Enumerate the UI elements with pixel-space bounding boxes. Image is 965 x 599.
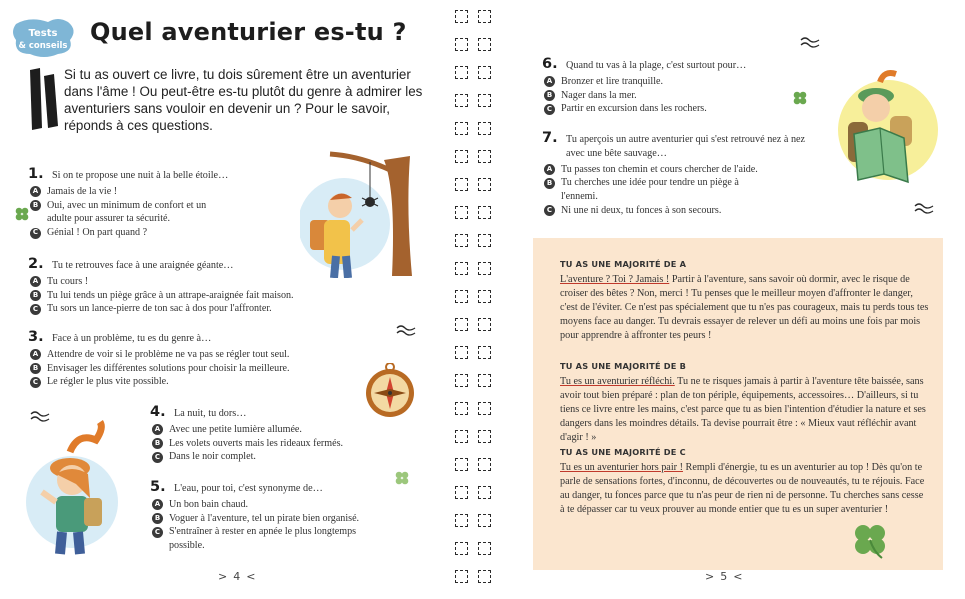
answer-a[interactable] [28,185,293,199]
answer-c[interactable] [28,226,293,240]
tests-conseils-badge [10,14,80,64]
checkbox[interactable] [478,542,491,555]
checkbox[interactable] [478,346,491,359]
checkbox[interactable] [455,486,468,499]
answer-text: Tu lui tends un piège grâce à un attrape-araignée fait maison. [47,289,294,301]
answer-letter: C [30,377,41,388]
answer-text: Attendre de voir si le problème ne va pas se régler tout seul. [47,348,290,360]
checkbox[interactable] [478,374,491,387]
page-title: Quel aventurier es-tu ? [90,18,407,46]
answer-c[interactable] [150,450,420,464]
answer-text: Dans le noir complet. [169,451,256,463]
answer-c[interactable] [542,204,822,218]
checkbox[interactable] [455,234,468,247]
question-number: 2. [28,256,44,272]
question-number: 1. [28,166,44,182]
answer-text: Nager dans la mer. [561,89,637,101]
checkbox[interactable] [455,458,468,471]
answer-text: Envisager les différentes solutions pour choisir la meilleure. [47,362,290,374]
arrow-left-icon: < [733,570,743,583]
answer-b[interactable] [150,437,420,451]
answer-c[interactable] [28,375,358,389]
quote-mark-icon [26,66,62,134]
answer-b[interactable] [28,289,358,303]
badge-line2: & conseils [18,41,68,51]
answer-text: Tu passes ton chemin et cours chercher de l'aide. [561,163,758,175]
answer-a[interactable] [150,498,415,512]
checkbox[interactable] [455,318,468,331]
answer-text: Oui, avec un minimum de confort et un adulte pour assurer ta sécurité. [47,199,207,225]
answer-letter: A [152,424,163,435]
answer-letter: B [30,200,41,211]
page-number: 5 [720,570,728,583]
checkbox[interactable] [478,318,491,331]
answer-letter: B [30,290,41,301]
checkbox[interactable] [455,374,468,387]
checkbox[interactable] [478,458,491,471]
checkbox[interactable] [455,10,468,23]
answer-a[interactable] [542,163,822,177]
question-text: Tu te retrouves face à une araignée géante… [52,260,234,271]
result-lead: L'aventure ? Toi ? Jamais ! [560,273,670,285]
checkbox[interactable] [455,290,468,303]
question-1 [28,168,293,240]
checkbox[interactable] [455,570,468,583]
answer-letter: A [152,499,163,510]
waves-icon [396,324,416,336]
checkbox[interactable] [455,178,468,191]
answer-b[interactable] [28,199,293,227]
answer-text: Ni une ni deux, tu fonces à son secours. [561,204,722,216]
result-heading: TU AS UNE MAJORITÉ DE C [560,447,686,457]
answer-letter: B [544,90,555,101]
answer-c[interactable] [542,102,802,116]
result-a [560,258,930,342]
checkbox[interactable] [478,178,491,191]
answer-text: S'entraîner à rester en apnée le plus longtemps possible. [169,526,357,552]
answer-letter: B [30,363,41,374]
answer-a[interactable] [28,348,358,362]
checkbox[interactable] [478,206,491,219]
answer-c[interactable] [28,302,358,316]
question-number: 5. [150,479,166,495]
question-2 [28,258,358,316]
question-3 [28,331,358,389]
checkbox[interactable] [478,514,491,527]
checkbox[interactable] [455,402,468,415]
waves-icon [800,36,820,48]
checkbox[interactable] [455,206,468,219]
result-heading: TU AS UNE MAJORITÉ DE B [560,361,687,371]
answer-letter: C [30,304,41,315]
answer-text: Les volets ouverts mais les rideaux fermés. [169,437,344,449]
answer-letter: C [152,452,163,463]
answer-letter: C [544,205,555,216]
question-4 [150,406,420,464]
result-lead: Tu es un aventurier réfléchi. [560,375,675,387]
checkbox[interactable] [455,514,468,527]
girl-illustration [20,418,122,556]
answer-text: Un bon bain chaud. [169,498,249,510]
checkbox[interactable] [478,234,491,247]
boy-with-map-illustration [830,68,940,188]
question-text: La nuit, tu dors… [174,408,247,419]
question-text: Tu aperçois un autre aventurier qui s'est retrouvé nez à nez avec une bête sauvage… [566,134,806,159]
arrow-left-icon: < [246,570,256,583]
answer-b[interactable] [28,362,358,376]
answer-letter: A [544,164,555,175]
answer-text: Partir en excursion dans les rochers. [561,103,707,115]
page-number-left [218,570,255,583]
answer-text: Voguer à l'aventure, tel un pirate bien organisé. [169,512,360,524]
page-number-right [705,570,742,583]
result-heading: TU AS UNE MAJORITÉ DE A [560,259,687,269]
answer-letter: C [152,527,163,538]
checkbox[interactable] [455,262,468,275]
checkbox[interactable] [455,542,468,555]
result-b [560,360,930,444]
checkbox[interactable] [455,94,468,107]
answer-letter: C [30,228,41,239]
answer-c[interactable] [150,525,415,553]
question-number: 6. [542,56,558,72]
checkbox[interactable] [455,150,468,163]
answer-letter: B [152,438,163,449]
question-7 [542,132,822,218]
arrow-right-icon: > [218,570,228,583]
answer-letter: B [152,513,163,524]
answer-text: Génial ! On part quand ? [47,227,148,239]
result-lead: Tu es un aventurier hors pair ! [560,461,683,473]
answer-text: Bronzer et lire tranquille. [561,75,664,87]
checkbox[interactable] [455,430,468,443]
checkbox[interactable] [478,10,491,23]
checkbox[interactable] [478,486,491,499]
answer-text: Jamais de la vie ! [47,185,118,197]
result-text: Tu ne te risques jamais à partir à l'aventure tête baissée, sans avoir tout bien préparé : plan de ton périple, équipements, accessoires… D'ailleurs, si tu tiens ce livre entre les mains, c'est parce que tu as bien l'intention d'étudier la nature et ses dangers dans les moindres détails. Ta devise pourrait être : « Mieux vaut réfléchir avant d'agir ! » [560,375,926,443]
answer-text: Tu cherches une idée pour tendre un piège à l'ennemi. [561,177,739,203]
page-number: 4 [233,570,241,583]
answer-letter: A [30,186,41,197]
answer-text: Tu cours ! [47,275,89,287]
checkbox[interactable] [455,346,468,359]
answer-letter: A [544,76,555,87]
question-number: 3. [28,329,44,345]
answer-letter: B [544,178,555,189]
checkbox[interactable] [478,570,491,583]
badge-line1: Tests [28,28,58,39]
checkbox[interactable] [455,122,468,135]
answer-b[interactable] [542,89,802,103]
question-text: L'eau, pour toi, c'est synonyme de… [174,483,323,494]
answer-a[interactable] [542,75,802,89]
question-5 [150,481,415,553]
answer-letter: A [30,349,41,360]
checkbox[interactable] [478,38,491,51]
answer-letter: C [544,104,555,115]
checkbox[interactable] [478,122,491,135]
checkbox[interactable] [478,290,491,303]
answer-a[interactable] [28,275,358,289]
question-text: Quand tu vas à la plage, c'est surtout pour… [566,60,747,71]
result-c [560,446,930,517]
result-text: Partir à l'aventure, sans savoir où dormir, avec le risque de croiser des bêtes ? Non, merci ! Tu penses que le meilleur moyen d'affronter le danger, c'est de l'éviter. Ce n'est pas spécialement que tu n'es pas courageux, mais tu perds tous tes moyens face au danger. Tu devrais essayer de relever un défi au moins une fois par mois pour apprendre à affronter tes peurs ! [560,273,929,341]
clover-icon [850,520,890,560]
checkbox[interactable] [478,430,491,443]
answer-b[interactable] [150,512,415,526]
waves-icon [914,202,934,214]
checkbox[interactable] [478,94,491,107]
answer-text: Avec une petite lumière allumée. [169,423,302,435]
question-text: Si on te propose une nuit à la belle étoile… [52,170,229,181]
question-text: Face à un problème, tu es du genre à… [52,333,212,344]
result-text: Rempli d'énergie, tu es un aventurier au top ! Dès qu'on te parle de sensations fortes, d'inconnu, de découvertes ou de nouveautés, tu te réjouis. Face au danger, tu fonces parce que tu n'as peur de rien ni de personne. Tu cherches sans cesse à te dépasser car tu veux prouver au monde entier que tu es un super aventurier ! [560,461,925,515]
checkbox[interactable] [478,262,491,275]
question-6 [542,58,802,116]
intro-text: Si tu as ouvert ce livre, tu dois sûrement être un aventurier dans l'âme ! Ou peut-être es-tu plutôt du genre à admirer les aventuriers sans vouloir en devenir un ? Pour le savoir, réponds à ces questions. [64,67,423,133]
answer-letter: A [30,276,41,287]
checkbox[interactable] [455,38,468,51]
answer-a[interactable] [150,423,420,437]
answer-text: Tu sors un lance-pierre de ton sac à dos pour l'affronter. [47,303,272,315]
question-number: 7. [542,130,558,146]
checkbox[interactable] [478,402,491,415]
checkbox[interactable] [478,66,491,79]
checkbox[interactable] [455,66,468,79]
checkbox[interactable] [478,150,491,163]
answer-b[interactable] [542,176,822,204]
arrow-right-icon: > [705,570,715,583]
answer-text: Le régler le plus vite possible. [47,376,169,388]
question-number: 4. [150,404,166,420]
